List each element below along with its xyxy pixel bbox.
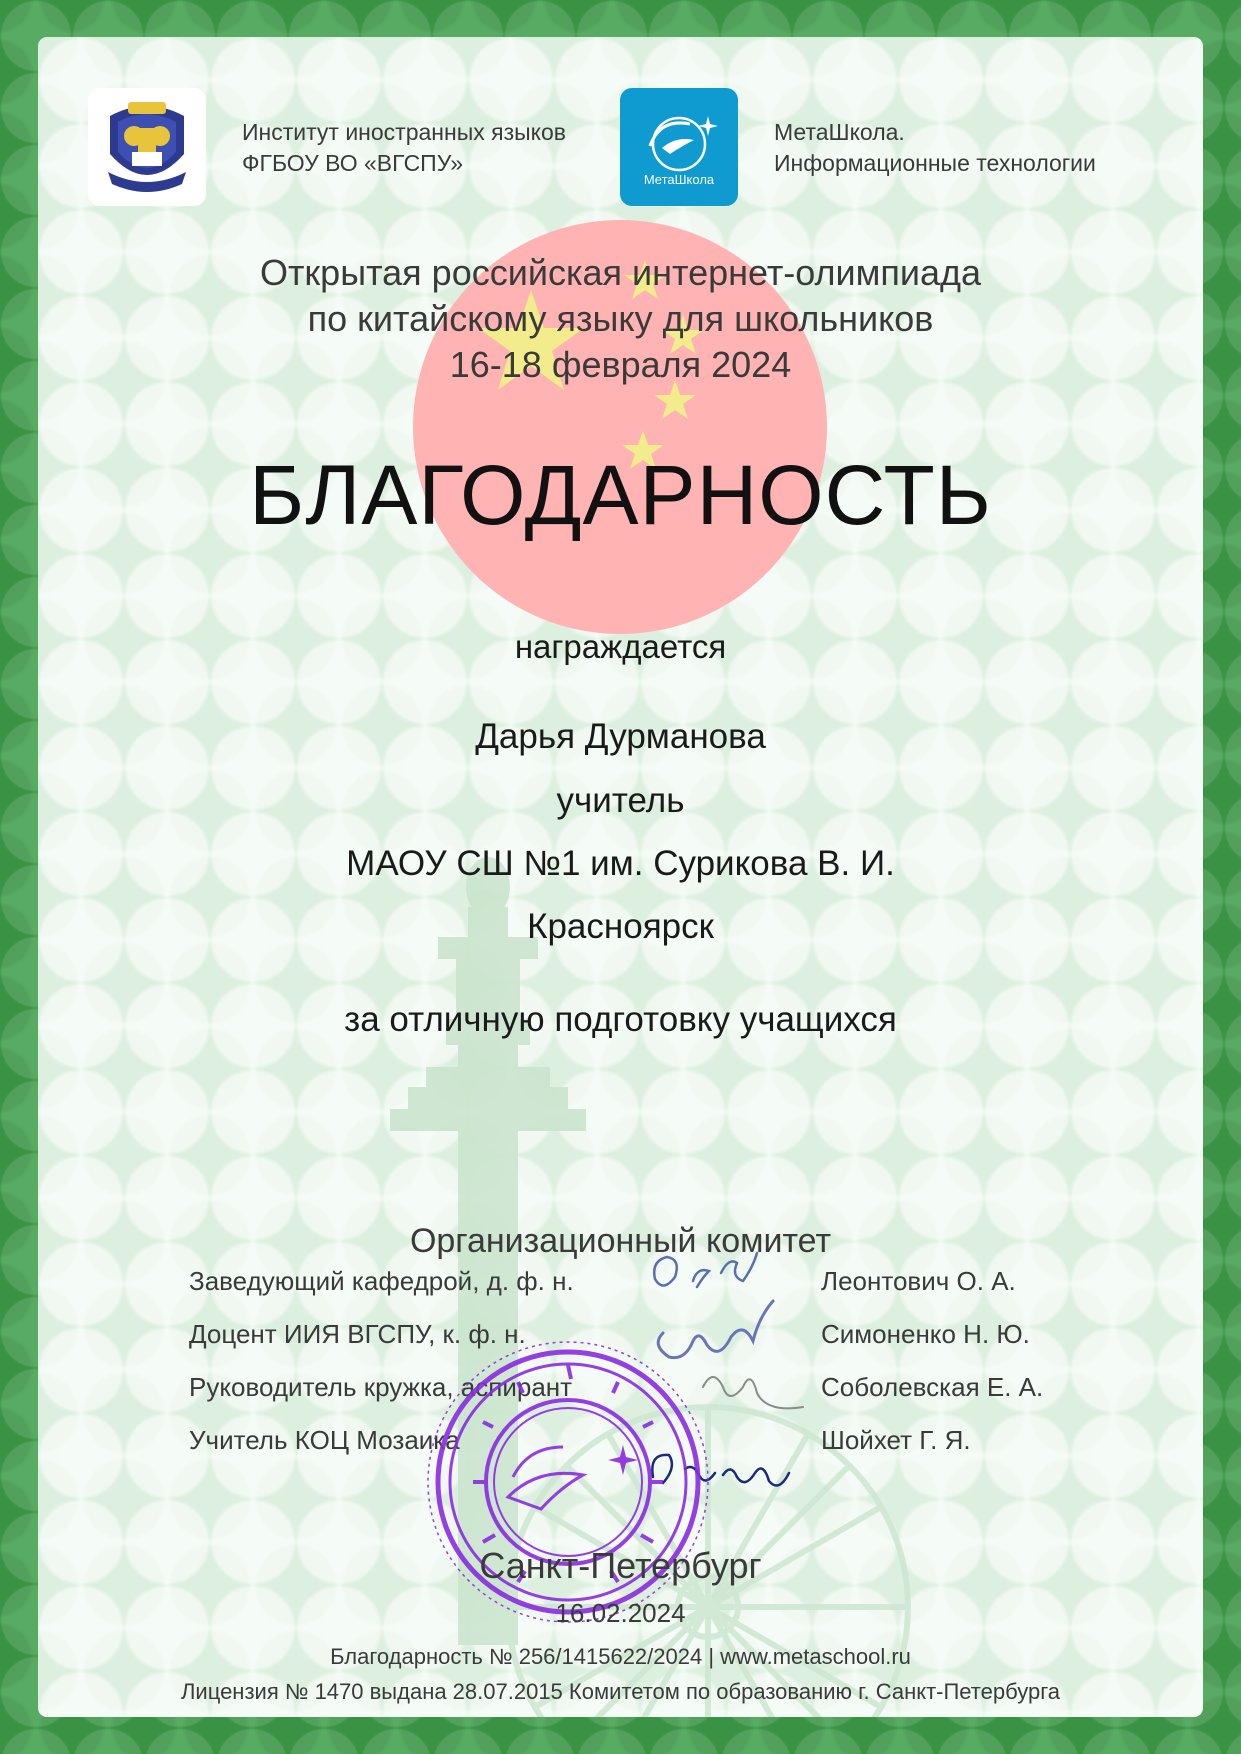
metaschool-dove-icon	[620, 88, 738, 206]
metaschool-logo	[620, 88, 738, 206]
committee-member-3-role: Руководитель кружка, аспирант	[189, 1372, 573, 1402]
committee-member-2-name: Симоненко Н. Ю.	[821, 1319, 1030, 1349]
organizer-1-line-2: ФГБОУ ВО «ВГСПУ»	[242, 150, 464, 176]
official-stamp	[413, 1327, 723, 1637]
event-dates: 16-18 февраля 2024	[449, 344, 792, 385]
license-info: Лицензия № 1470 выдана 28.07.2015 Комитетом по образованию г. Санкт-Петербурга	[180, 1679, 1060, 1704]
award-title: БЛАГОДАРНОСТЬ	[249, 448, 992, 542]
committee-member-4-name: Шойхет Г. Я.	[821, 1425, 971, 1455]
recipient-position: учитель	[556, 781, 685, 820]
awarded-label: награждается	[514, 628, 727, 665]
organizer-2-line-1: МетаШкола.	[774, 119, 905, 145]
committee-title: Организационный комитет	[409, 1222, 832, 1260]
committee-member-4-role: Учитель КОЦ Мозаика	[189, 1425, 460, 1455]
event-line-1: Открытая российская интернет-олимпиада	[259, 252, 982, 293]
organizer-1-line-1: Институт иностранных языков	[242, 119, 566, 145]
metaschool-logo-text: МетаШкола	[643, 172, 715, 187]
vgspu-logo	[88, 88, 206, 206]
award-reason: за отличную подготовку учащихся	[344, 1000, 897, 1039]
organizer-2-line-2: Информационные технологии	[774, 150, 1096, 176]
certificate-sheet	[38, 37, 1203, 1717]
vgspu-emblem-icon	[88, 88, 206, 206]
committee-member-1-role: Заведующий кафедрой, д. ф. н.	[189, 1266, 574, 1296]
recipient-city: Красноярск	[527, 907, 714, 946]
recipient-school: МАОУ СШ №1 им. Сурикова В. И.	[346, 844, 895, 883]
certificate-number-and-website: Благодарность № 256/1415622/2024 | www.metaschool.ru	[330, 1644, 911, 1669]
committee-member-3-name: Соболевская Е. А.	[821, 1372, 1044, 1402]
event-description	[38, 250, 1203, 388]
committee-member-1-name: Леонтович О. А.	[821, 1266, 1016, 1296]
recipient-name: Дарья Дурманова	[475, 717, 766, 756]
committee-member-2-role: Доцент ИИЯ ВГСПУ, к. ф. н.	[189, 1319, 526, 1349]
organizer-1-name	[242, 117, 566, 179]
organizer-2-name	[774, 117, 1096, 179]
issue-city: Санкт-Петербург	[479, 1545, 762, 1586]
issue-date: 16.02.2024	[555, 1598, 686, 1628]
event-line-2: по китайскому языку для школьников	[307, 298, 934, 339]
